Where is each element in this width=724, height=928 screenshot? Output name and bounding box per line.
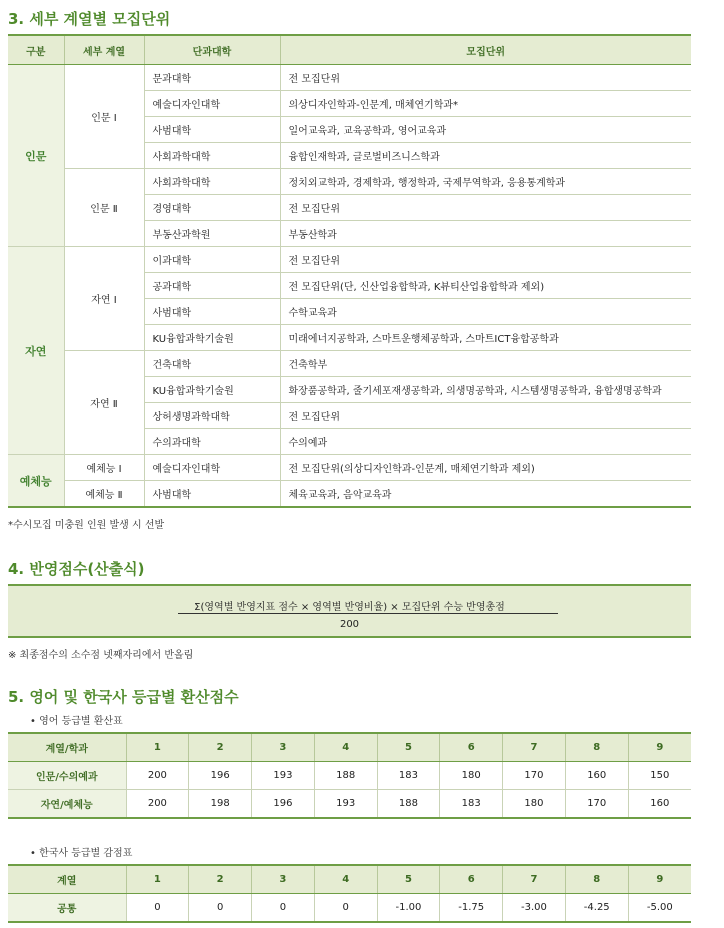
table-row [8, 790, 691, 819]
value-cell: 196 [252, 790, 315, 819]
header-cell: 계열 [8, 865, 126, 894]
unit-cell: 전 모집단위 [280, 65, 691, 91]
header-cell: 6 [440, 865, 503, 894]
unit-cell: 전 모집단위 [280, 403, 691, 429]
value-cell: 0 [252, 894, 315, 923]
table-row [8, 481, 691, 508]
value-cell: 160 [628, 790, 691, 819]
table-header-row [8, 865, 691, 894]
unit-cell: 전 모집단위(단, 신산업융합학과, K뷰티산업융합학과 제외) [280, 273, 691, 299]
value-cell: -4.25 [565, 894, 628, 923]
unit-cell: 부동산학과 [280, 221, 691, 247]
unit-cell: 미래에너지공학과, 스마트운행체공학과, 스마트ICT융합공학과 [280, 325, 691, 351]
value-cell: 180 [503, 790, 566, 819]
value-cell: 0 [189, 894, 252, 923]
table-row [8, 247, 691, 273]
sub-field-label: 예체능 Ⅱ [64, 481, 144, 508]
unit-cell: 수학교육과 [280, 299, 691, 325]
value-cell: 0 [126, 894, 189, 923]
college-cell: 사범대학 [144, 481, 280, 508]
table-row [8, 351, 691, 377]
unit-cell: 융합인재학과, 글로벌비즈니스학과 [280, 143, 691, 169]
value-cell: 196 [189, 762, 252, 790]
value-cell: 198 [189, 790, 252, 819]
value-cell: 183 [377, 762, 440, 790]
unit-cell: 일어교육과, 교육공학과, 영어교육과 [280, 117, 691, 143]
college-cell: 사회과학대학 [144, 143, 280, 169]
college-cell: KU융합과학기술원 [144, 325, 280, 351]
value-cell: 183 [440, 790, 503, 819]
header-cell: 1 [126, 733, 189, 762]
header-cell: 3 [252, 865, 315, 894]
header-cell: 8 [565, 733, 628, 762]
college-cell: 수의과대학 [144, 429, 280, 455]
unit-cell: 수의예과 [280, 429, 691, 455]
college-cell: 공과대학 [144, 273, 280, 299]
english-grade-table [8, 732, 691, 819]
value-cell: 200 [126, 762, 189, 790]
table-row [8, 65, 691, 91]
table-header-row [8, 733, 691, 762]
formula-denominator: 200 [339, 619, 360, 630]
table-row [8, 894, 691, 923]
college-cell: 상허생명과학대학 [144, 403, 280, 429]
group-label: 인문 [8, 65, 64, 247]
table-row [8, 762, 691, 790]
college-cell: KU융합과학기술원 [144, 377, 280, 403]
history-grade-table [8, 864, 691, 923]
value-cell: 188 [314, 762, 377, 790]
header-cell: 9 [628, 733, 691, 762]
college-cell: 경영대학 [144, 195, 280, 221]
sub-field-label: 자연 Ⅱ [64, 351, 144, 455]
unit-cell: 전 모집단위 [280, 195, 691, 221]
header-sub-field: 세부 계열 [64, 35, 144, 65]
value-cell: -5.00 [628, 894, 691, 923]
value-cell: 160 [565, 762, 628, 790]
table-row [8, 455, 691, 481]
header-cell: 7 [503, 865, 566, 894]
unit-cell: 화장품공학과, 줄기세포재생공학과, 의생명공학과, 시스템생명공학과, 융합생명공학과 [280, 377, 691, 403]
unit-cell: 전 모집단위 [280, 247, 691, 273]
sub-field-label: 예체능 Ⅰ [64, 455, 144, 481]
section3-title: 3. 세부 계열별 모집단위 [8, 10, 171, 28]
value-cell: -1.00 [377, 894, 440, 923]
college-cell: 건축대학 [144, 351, 280, 377]
history-table-subtitle: • 한국사 등급별 감점표 [30, 848, 133, 859]
sub-field-label: 자연 Ⅰ [64, 247, 144, 351]
table-header-row [8, 35, 691, 65]
header-cell: 2 [189, 865, 252, 894]
section3-note: *수시모집 미충원 인원 발생 시 선발 [8, 520, 165, 531]
value-cell: 150 [628, 762, 691, 790]
header-cell: 3 [252, 733, 315, 762]
header-cell: 1 [126, 865, 189, 894]
header-cell: 5 [377, 865, 440, 894]
college-cell: 사범대학 [144, 117, 280, 143]
header-cell: 8 [565, 865, 628, 894]
college-cell: 예술디자인대학 [144, 455, 280, 481]
header-cell: 5 [377, 733, 440, 762]
value-cell: 170 [503, 762, 566, 790]
sub-field-label: 인문 Ⅰ [64, 65, 144, 169]
sub-field-label: 인문 Ⅱ [64, 169, 144, 247]
header-cell: 7 [503, 733, 566, 762]
table-row [8, 169, 691, 195]
header-cell: 4 [314, 865, 377, 894]
college-cell: 예술디자인대학 [144, 91, 280, 117]
english-table-subtitle: • 영어 등급별 환산표 [30, 716, 123, 727]
unit-cell: 정치외교학과, 경제학과, 행정학과, 국제무역학과, 응용통계학과 [280, 169, 691, 195]
header-category: 구분 [8, 35, 64, 65]
value-cell: 170 [565, 790, 628, 819]
header-college: 단과대학 [144, 35, 280, 65]
college-cell: 문과대학 [144, 65, 280, 91]
unit-cell: 건축학부 [280, 351, 691, 377]
value-cell: 180 [440, 762, 503, 790]
value-cell: -1.75 [440, 894, 503, 923]
college-cell: 사범대학 [144, 299, 280, 325]
header-cell: 2 [189, 733, 252, 762]
college-cell: 사회과학대학 [144, 169, 280, 195]
recruitment-units-table [8, 34, 691, 508]
unit-cell: 체육교육과, 음악교육과 [280, 481, 691, 508]
section5-title: 5. 영어 및 한국사 등급별 환산점수 [8, 688, 239, 706]
college-cell: 부동산과학원 [144, 221, 280, 247]
value-cell: -3.00 [503, 894, 566, 923]
section4-note: ※ 최종점수의 소수점 넷째자리에서 반올림 [8, 650, 194, 661]
header-cell: 계열/학과 [8, 733, 126, 762]
value-cell: 0 [314, 894, 377, 923]
header-unit: 모집단위 [280, 35, 691, 65]
unit-cell: 전 모집단위(의상디자인학과-인문계, 매체연기학과 제외) [280, 455, 691, 481]
header-cell: 6 [440, 733, 503, 762]
row-label: 자연/예체능 [8, 790, 126, 819]
value-cell: 193 [252, 762, 315, 790]
unit-cell: 의상디자인학과-인문계, 매체연기학과* [280, 91, 691, 117]
formula-numerator: Σ(영역별 반영지표 점수 × 영역별 반영비율) × 모집단위 수능 반영총점 [194, 602, 505, 613]
group-label: 예체능 [8, 455, 64, 508]
college-cell: 이과대학 [144, 247, 280, 273]
row-label: 인문/수의예과 [8, 762, 126, 790]
header-cell: 4 [314, 733, 377, 762]
value-cell: 188 [377, 790, 440, 819]
row-label: 공통 [8, 894, 126, 923]
group-label: 자연 [8, 247, 64, 455]
value-cell: 200 [126, 790, 189, 819]
fraction-line [178, 613, 558, 614]
score-formula [8, 584, 691, 638]
section4-title: 4. 반영점수(산출식) [8, 560, 145, 578]
header-cell: 9 [628, 865, 691, 894]
value-cell: 193 [314, 790, 377, 819]
